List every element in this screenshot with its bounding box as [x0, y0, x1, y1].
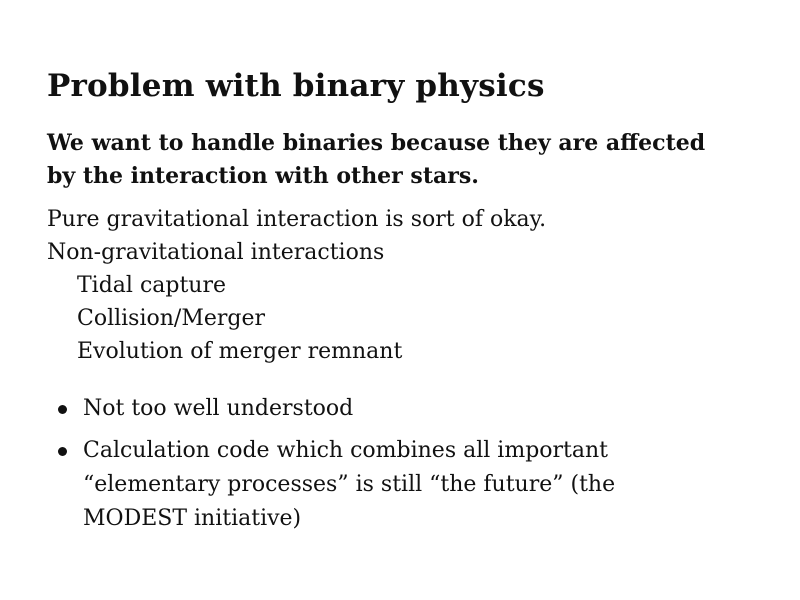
bullet-line: “elementary processes” is still “the future” (the	[83, 472, 616, 497]
intro-line-1: We want to handle binaries because they are affected	[47, 130, 706, 156]
sub-item-tidal-capture: Tidal capture	[77, 273, 227, 298]
body-paragraph	[47, 203, 546, 368]
slide-title: Problem with binary physics	[47, 68, 545, 104]
bullet-dot-icon	[58, 405, 67, 414]
sub-item-merger-remnant: Evolution of merger remnant	[77, 339, 403, 364]
intro-line-2: by the interaction with other stars.	[47, 163, 479, 189]
bullet-text	[83, 392, 353, 426]
sub-item-collision-merger: Collision/Merger	[77, 306, 266, 331]
bullet-item	[58, 434, 758, 536]
body-line-1: Pure gravitational interaction is sort of okay.	[47, 207, 547, 232]
bullet-line: Not too well understood	[83, 396, 354, 421]
bullet-text	[83, 434, 615, 536]
intro-paragraph	[47, 127, 705, 193]
bullet-line: MODEST initiative)	[83, 506, 302, 531]
bullet-dot-icon	[58, 447, 67, 456]
bullet-line: Calculation code which combines all important	[83, 438, 609, 463]
body-line-2: Non-gravitational interactions	[47, 240, 385, 265]
bullet-list	[58, 392, 758, 544]
bullet-item	[58, 392, 758, 426]
